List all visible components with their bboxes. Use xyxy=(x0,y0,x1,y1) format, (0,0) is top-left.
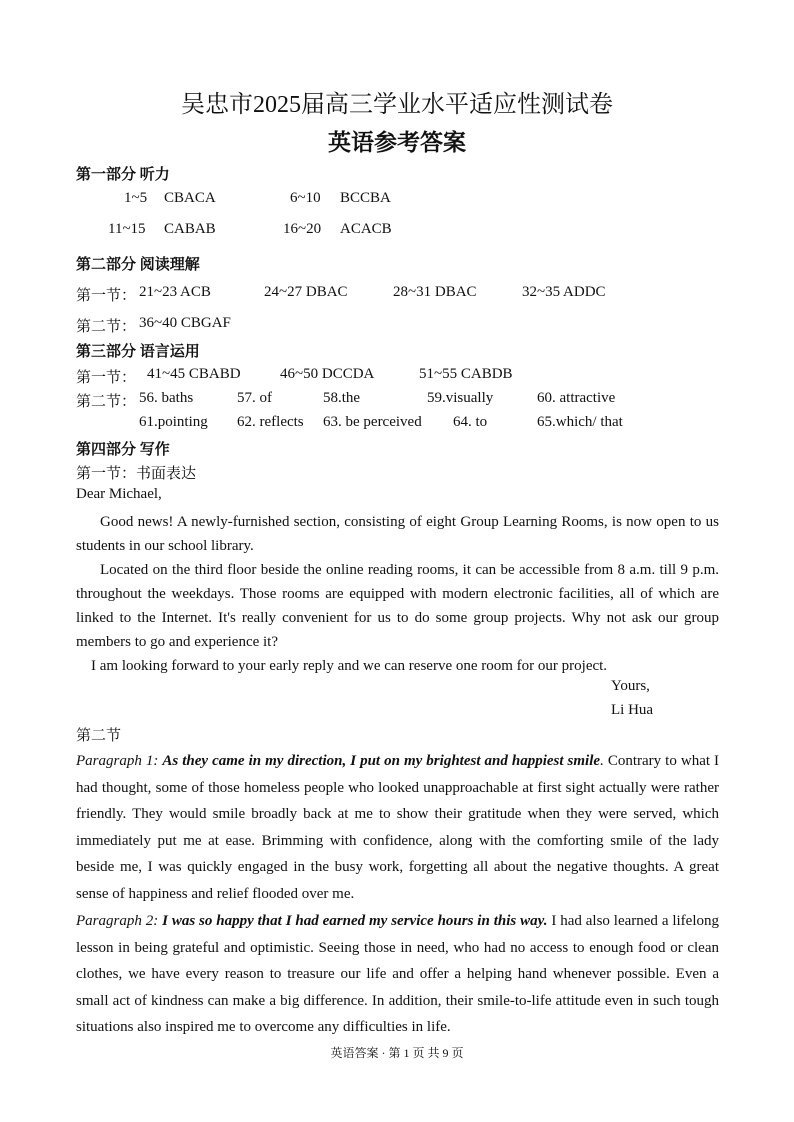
part3-sec2-label: 第二节： xyxy=(76,394,137,410)
paragraph-2-body: I had also learned a lifelong lesson in being grateful and optimistic. Seeing those in need, who had no access to enough food or clean clothes, we have every reason to treasure our life and offer a helping hand whenever possible. Even a small act of kindness can make a big difference. In addition, their smile-to-life attitude even in such tough situations also inspired me to overcome any difficulties in life. xyxy=(76,913,720,1036)
part2-sec2-label: 第二节： xyxy=(76,319,137,335)
part2-sec1-answer: 24~27 DBAC xyxy=(264,284,348,300)
part3-sec1-answer: 46~50 DCCDA xyxy=(280,366,375,382)
part1-row2-a-label: 11~15 xyxy=(108,221,146,237)
paragraph-1-tag: Paragraph 1: xyxy=(76,753,159,769)
part3-sec2-answer: 60. attractive xyxy=(537,390,616,406)
part3-sec2-answer: 61.pointing xyxy=(139,414,208,430)
document-subtitle: 英语参考答案 xyxy=(328,130,466,155)
letter-paragraph-1: Good news! A newly-furnished section, consisting of eight Group Learning Rooms, is now open to us students in our school library. xyxy=(76,514,719,554)
document-title: 吴忠市2025届高三学业水平适应性测试卷 xyxy=(181,92,613,118)
continuation-paragraph-2 xyxy=(76,908,719,1041)
part2-sec1-label: 第一节： xyxy=(76,288,137,304)
part3-sec2-answer: 62. reflects xyxy=(237,414,304,430)
page-footer: 英语答案 · 第 1 页 共 9 页 xyxy=(330,1046,464,1060)
part1-row2-a-answers: CABAB xyxy=(164,221,216,237)
continuation-paragraph-1 xyxy=(76,748,719,908)
letter-paragraph-3: I am looking forward to your early reply and we can reserve one room for our project. xyxy=(91,658,608,674)
part2-sec2-answer: 36~40 CBGAF xyxy=(139,315,231,331)
part1-row1-a-label: 1~5 xyxy=(124,190,148,206)
part3-sec2-answer: 58.the xyxy=(323,390,361,406)
letter-signature: Li Hua xyxy=(611,702,654,718)
letter-closing: Yours, xyxy=(611,678,650,694)
part3-sec2-answer: 57. of xyxy=(237,390,272,406)
part3-sec1-label: 第一节： xyxy=(76,370,137,386)
part1-row1-b-answers: BCCBA xyxy=(340,190,391,206)
part4-sec2-label: 第二节 xyxy=(76,728,122,744)
part2-sec1-answer: 28~31 DBAC xyxy=(393,284,477,300)
paragraph-2-tag: Paragraph 2: xyxy=(76,913,159,929)
part3-sec2-answer: 63. be perceived xyxy=(323,414,422,430)
part4-sec1-label: 第一节：书面表达 xyxy=(76,466,197,482)
part2-sec1-answer: 32~35 ADDC xyxy=(522,284,606,300)
part3-heading: 第三部分 语言运用 xyxy=(76,344,200,360)
part3-sec2-answer: 65.which/ that xyxy=(537,414,623,430)
part2-heading: 第二部分 阅读理解 xyxy=(76,257,200,273)
part1-row1-a-answers: CBACA xyxy=(164,190,216,206)
part1-heading: 第一部分 听力 xyxy=(76,167,170,183)
letter-greeting: Dear Michael, xyxy=(76,486,162,502)
part3-sec2-answer: 59.visually xyxy=(427,390,494,406)
part1-row2-b-label: 16~20 xyxy=(283,221,322,237)
part3-sec1-answer: 51~55 CABDB xyxy=(419,366,513,382)
part4-heading: 第四部分 写作 xyxy=(76,442,170,458)
part3-sec1-answer: 41~45 CBABD xyxy=(147,366,241,382)
paragraph-2-start: I was so happy that I had earned my service hours in this way. xyxy=(162,913,548,929)
part3-sec2-answer: 56. baths xyxy=(139,390,194,406)
part3-sec2-answer: 64. to xyxy=(453,414,488,430)
part1-row1-b-label: 6~10 xyxy=(290,190,321,206)
part1-row2-b-answers: ACACB xyxy=(340,221,392,237)
paragraph-1-body: Contrary to what I had thought, some of those homeless people who looked unapproachable at first sight actually were rather friendly. They would smile broadly back at me to show their gratitude when they were served, which immediately put me at ease. Brimming with confidence, along with the comforting smile of the lady beside me, I was quickly engaged in the busy work, forgetting all about the negative thoughts. A great sense of happiness and relief flooded over me. xyxy=(76,753,720,902)
part2-sec1-answer: 21~23 ACB xyxy=(139,284,211,300)
paragraph-1-start: As they came in my direction, I put on my brightest and happiest smile xyxy=(162,753,601,769)
letter-paragraph-2: Located on the third floor beside the online reading rooms, it can be accessible from 8 a.m. till 9 p.m. throughout the weekdays. Those rooms are equipped with modern electronic facilities, all of which are linked to the Internet. It's really convenient for us to do some group projects. Why not ask our group members to go and experience it? xyxy=(76,562,719,650)
paragraph-1-start-period: . xyxy=(600,753,604,769)
